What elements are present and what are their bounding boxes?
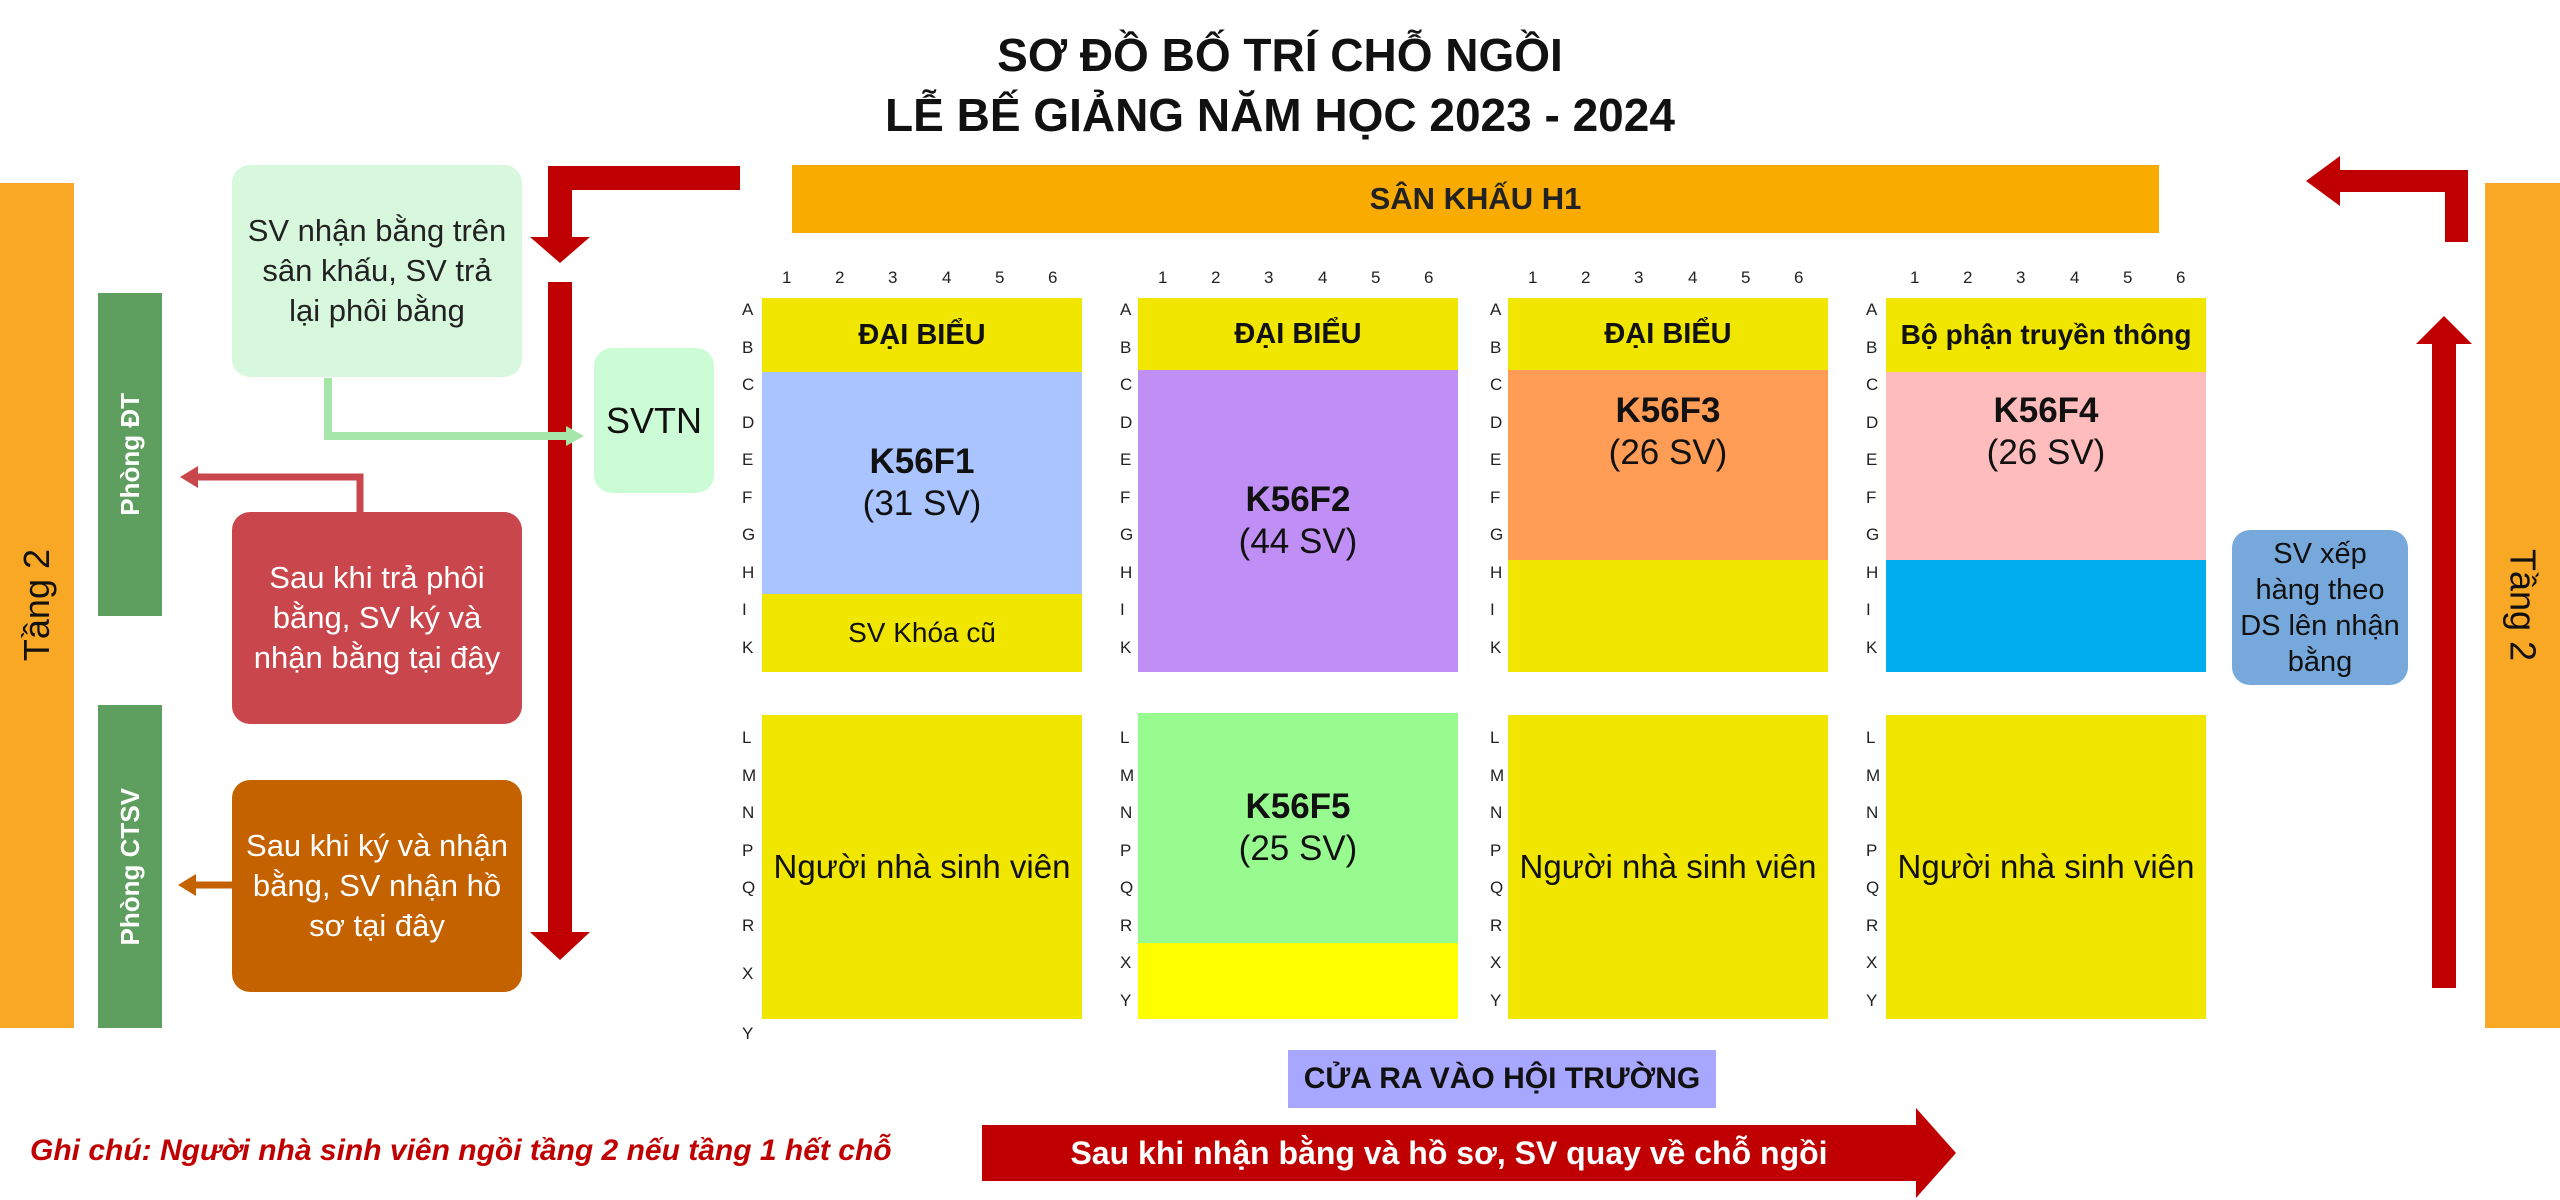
row-labels-top-3 <box>1490 300 1510 670</box>
col-label: 4 <box>2070 268 2080 287</box>
row-label: Y <box>1490 991 1502 1010</box>
row-label: K <box>742 638 754 657</box>
col-label: 6 <box>1424 268 1434 287</box>
hall-entrance-label: CỬA RA VÀO HỘI TRƯỜNG <box>1303 1062 1701 1095</box>
column-labels-block-4 <box>1890 268 2220 292</box>
row-label: F <box>1490 488 1501 507</box>
row-label: G <box>1490 525 1504 544</box>
col-label: 5 <box>1741 268 1751 287</box>
seat-block-4 <box>1886 298 2206 672</box>
note-queue: SV xếp hàng theo DS lên nhận bằng <box>2232 530 2408 685</box>
row-label: Q <box>742 878 756 897</box>
page-title-line1: SƠ ĐỒ BỐ TRÍ CHỖ NGỒI <box>997 29 1563 81</box>
row-label: E <box>1866 450 1878 469</box>
row-label: C <box>1866 375 1879 394</box>
row-label: Q <box>1866 878 1880 897</box>
row-label: X <box>1866 953 1878 972</box>
group-k56f1-count: (31 SV) <box>862 484 982 523</box>
row-label: B <box>1490 338 1502 357</box>
col-label: 3 <box>1634 268 1644 287</box>
row-label: R <box>1490 916 1503 935</box>
col-label: 3 <box>2016 268 2026 287</box>
row-label: D <box>742 413 755 432</box>
row-label: R <box>1866 916 1879 935</box>
col-label: 2 <box>835 268 845 287</box>
group-k56f5-name: K56F5 <box>1245 787 1351 826</box>
old-students-area: SV Khóa cũ <box>762 594 1082 672</box>
arrow-left-down <box>530 282 590 960</box>
col-label: 4 <box>1318 268 1328 287</box>
room-student-affairs-label: Phòng CTSV <box>114 787 145 946</box>
row-label: Q <box>1490 878 1504 897</box>
column-labels-block-3 <box>1508 268 1838 292</box>
row-label: R <box>742 916 755 935</box>
delegate-area-3: ĐẠI BIỂU <box>1508 298 1828 370</box>
row-label: A <box>1490 300 1502 319</box>
delegate-area-1: ĐẠI BIỂU <box>762 298 1082 372</box>
col-label: 1 <box>1528 268 1538 287</box>
row-label: N <box>742 803 755 822</box>
row-label: Y <box>1866 991 1878 1010</box>
row-labels-top-4 <box>1866 300 1886 670</box>
row-label: P <box>1866 841 1878 860</box>
row-label: H <box>742 563 755 582</box>
page-title-line2: LỄ BẾ GIẢNG NĂM HỌC 2023 - 2024 <box>885 89 1675 141</box>
col-label: 6 <box>2176 268 2186 287</box>
seat-block-3 <box>1508 298 1828 672</box>
col-label: 4 <box>942 268 952 287</box>
empty-area-6 <box>1138 943 1458 1019</box>
hall-entrance[interactable] <box>1288 1050 1716 1108</box>
row-label: L <box>1120 728 1130 747</box>
seat-block-2 <box>1138 298 1458 672</box>
col-label: 1 <box>1910 268 1920 287</box>
row-label: G <box>1866 525 1880 544</box>
queue-area <box>1886 560 2206 672</box>
note-receive-on-stage: SV nhận bằng trên sân khấu, SV trả lại phôi bằng <box>232 165 522 377</box>
col-label: 5 <box>2123 268 2133 287</box>
empty-area-3 <box>1508 560 1828 672</box>
col-label: 6 <box>1048 268 1058 287</box>
row-label: R <box>1120 916 1133 935</box>
col-label: 1 <box>782 268 792 287</box>
family-area-3: Người nhà sinh viên <box>1886 715 2206 1019</box>
row-label: C <box>1120 375 1133 394</box>
row-label: Q <box>1120 878 1134 897</box>
col-label: 2 <box>1581 268 1591 287</box>
row-label: A <box>742 300 754 319</box>
row-label: D <box>1120 413 1133 432</box>
group-k56f1-name: K56F1 <box>869 442 975 481</box>
row-label: X <box>1120 953 1132 972</box>
row-label: H <box>1490 563 1503 582</box>
group-k56f4 <box>1886 372 2206 560</box>
arrow-stage-down <box>530 166 740 263</box>
row-label: L <box>742 728 752 747</box>
row-label: F <box>1120 488 1131 507</box>
col-label: 6 <box>1794 268 1804 287</box>
media-area: Bộ phận truyền thông <box>1886 298 2206 372</box>
arrow-right-up <box>2416 316 2472 988</box>
group-k56f3-count: (26 SV) <box>1608 433 1728 472</box>
row-labels-top-1 <box>742 300 762 670</box>
group-k56f4-count: (26 SV) <box>1986 433 2106 472</box>
row-label: N <box>1490 803 1503 822</box>
group-k56f5-count: (25 SV) <box>1238 829 1358 868</box>
row-label: E <box>1120 450 1132 469</box>
svtn-box: SVTN <box>594 348 714 493</box>
row-label: I <box>1490 600 1495 619</box>
row-label: F <box>742 488 753 507</box>
footnote: Ghi chú: Người nhà sinh viên ngồi tầng 2 nếu tầng 1 hết chỗ <box>30 1134 892 1167</box>
row-label: X <box>742 964 754 983</box>
row-label: G <box>742 525 756 544</box>
row-label: B <box>742 338 754 357</box>
row-label: D <box>1490 413 1503 432</box>
arrow-to-student-affairs <box>178 874 232 896</box>
row-label: B <box>1866 338 1878 357</box>
seat-block-6 <box>1138 713 1458 1019</box>
delegate-area-2: ĐẠI BIỂU <box>1138 298 1458 370</box>
seat-block-1 <box>762 298 1082 672</box>
row-label: M <box>1866 766 1881 785</box>
row-labels-bottom-4 <box>1866 728 1886 1018</box>
group-k56f5 <box>1138 713 1458 943</box>
col-label: 2 <box>1211 268 1221 287</box>
return-arrow-label: Sau khi nhận bằng và hồ sơ, SV quay về chỗ ngồi <box>1070 1134 1828 1171</box>
col-label: 1 <box>1158 268 1168 287</box>
row-label: X <box>1490 953 1502 972</box>
row-label: A <box>1866 300 1878 319</box>
stage-label: SÂN KHẤU H1 <box>1369 181 1582 216</box>
row-label: G <box>1120 525 1134 544</box>
arrow-right-to-stage <box>2306 156 2468 242</box>
note-receive-records: Sau khi ký và nhận bằng, SV nhận hồ sơ tại đây <box>232 780 522 992</box>
row-label: D <box>1866 413 1879 432</box>
row-label: M <box>1490 766 1505 785</box>
row-label: E <box>742 450 754 469</box>
row-label: I <box>1120 600 1125 619</box>
row-label: I <box>742 600 747 619</box>
row-labels-bottom-1 <box>742 728 762 1048</box>
row-label: C <box>1490 375 1503 394</box>
row-label: E <box>1490 450 1502 469</box>
column-labels-block-1 <box>762 268 1092 292</box>
row-label: K <box>1490 638 1502 657</box>
row-label: L <box>1490 728 1500 747</box>
arrow-to-training-room <box>180 466 360 512</box>
column-labels-block-2 <box>1138 268 1468 292</box>
group-k56f1 <box>762 372 1082 594</box>
col-label: 3 <box>1264 268 1274 287</box>
row-label: K <box>1120 638 1132 657</box>
row-label: Y <box>1120 991 1132 1010</box>
row-label: H <box>1866 563 1879 582</box>
room-training-label: Phòng ĐT <box>114 393 145 516</box>
row-label: M <box>742 766 757 785</box>
floor-2-left-label: Tầng 2 <box>16 549 57 662</box>
row-label: P <box>1490 841 1502 860</box>
col-label: 2 <box>1963 268 1973 287</box>
family-area-2: Người nhà sinh viên <box>1508 715 1828 1019</box>
group-k56f2 <box>1138 370 1458 672</box>
row-label: B <box>1120 338 1132 357</box>
col-label: 4 <box>1688 268 1698 287</box>
group-k56f3-name: K56F3 <box>1615 391 1721 430</box>
row-label: C <box>742 375 755 394</box>
row-label: N <box>1120 803 1133 822</box>
row-label: F <box>1866 488 1877 507</box>
row-label: P <box>742 841 754 860</box>
arrow-to-svtn <box>328 378 584 446</box>
row-labels-bottom-2 <box>1120 728 1140 1018</box>
note-sign-and-receive: Sau khi trả phôi bằng, SV ký và nhận bằng tại đây <box>232 512 522 724</box>
row-labels-top-2 <box>1120 300 1140 670</box>
row-label: I <box>1866 600 1871 619</box>
row-label: H <box>1120 563 1133 582</box>
col-label: 5 <box>1371 268 1381 287</box>
row-label: N <box>1866 803 1879 822</box>
floor-2-right-label: Tầng 2 <box>2502 549 2544 662</box>
group-k56f3 <box>1508 370 1828 560</box>
row-label: Y <box>742 1024 754 1043</box>
group-k56f2-name: K56F2 <box>1245 480 1351 519</box>
row-labels-bottom-3 <box>1490 728 1510 1018</box>
row-label: P <box>1120 841 1132 860</box>
family-area-1: Người nhà sinh viên <box>762 715 1082 1019</box>
col-label: 5 <box>995 268 1005 287</box>
col-label: 3 <box>888 268 898 287</box>
row-label: K <box>1866 638 1878 657</box>
row-label: M <box>1120 766 1135 785</box>
group-k56f4-name: K56F4 <box>1993 391 2099 430</box>
group-k56f2-count: (44 SV) <box>1238 522 1358 561</box>
row-label: L <box>1866 728 1876 747</box>
row-label: A <box>1120 300 1132 319</box>
